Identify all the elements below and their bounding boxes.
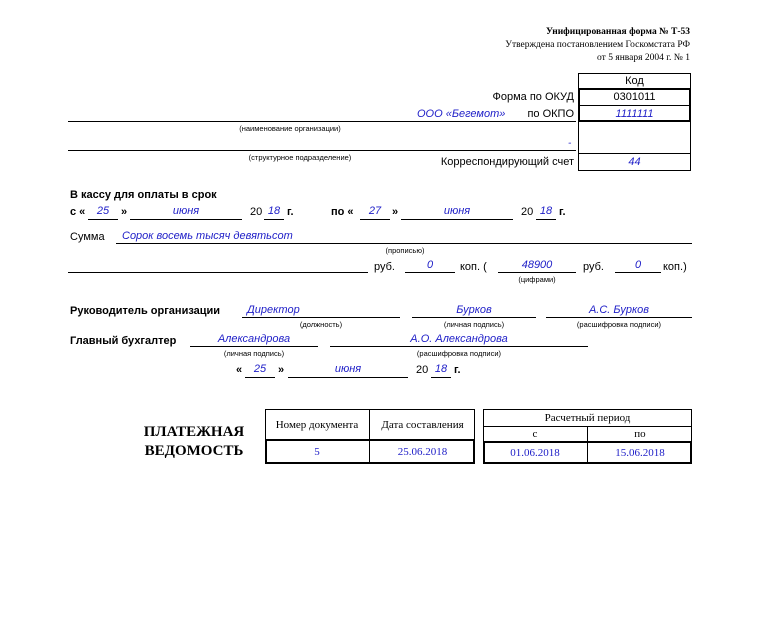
period-from-header: с — [532, 428, 538, 440]
to-prefix: по « — [331, 206, 354, 218]
approved-date: от 5 января 2004 г. № 1 — [597, 53, 690, 63]
sum-digits: 48900 — [521, 259, 553, 271]
from-month: июня — [172, 205, 200, 217]
head-position: Директор — [247, 304, 300, 316]
head-name-caption: (расшифровка подписи) — [576, 320, 662, 329]
sum-words: Сорок восемь тысяч девятьсот — [122, 230, 293, 242]
accountant-signature-caption: (личная подпись) — [223, 349, 285, 358]
rub-label-2: руб. — [583, 261, 604, 273]
kop-digits: 0 — [634, 259, 642, 271]
to-year: 18 — [539, 205, 553, 217]
period-from-value: 01.06.2018 — [510, 447, 560, 459]
from-quote-close: » — [121, 206, 128, 218]
to-month: июня — [443, 205, 471, 217]
okpo-code: 1111111 — [615, 108, 654, 120]
from-day: 25 — [96, 205, 110, 217]
okud-label: Форма по ОКУД — [492, 91, 574, 103]
from-prefix: с « — [70, 206, 86, 218]
accountant-name: А.О. Александрова — [410, 333, 508, 345]
to-quote-close: » — [392, 206, 399, 218]
doc-date-header: Дата составления — [381, 418, 464, 431]
sign-year-suffix: г. — [454, 364, 461, 376]
kop-label: коп. ( — [460, 261, 487, 273]
corr-account-label: Корреспондирующий счет — [440, 156, 574, 168]
head-position-caption: (должность) — [299, 320, 343, 329]
period-to-header: по — [634, 428, 646, 440]
payment-title: В кассу для оплаты в срок — [70, 189, 217, 201]
accountant-name-caption: (расшифровка подписи) — [416, 349, 502, 358]
org-name: ООО «Бегемот» — [417, 108, 506, 120]
to-year-suffix: г. — [559, 206, 566, 218]
head-label: Руководитель организации — [70, 305, 221, 317]
okud-code: 0301011 — [613, 91, 656, 103]
from-year-prefix: 20 — [250, 206, 263, 218]
head-name: А.С. Бурков — [588, 304, 650, 316]
doc-title-line2: ВЕДОМОСТЬ — [144, 443, 244, 459]
dept-caption: (структурное подразделение) — [248, 153, 352, 162]
sign-month: июня — [334, 363, 362, 375]
sum-digits-caption: (цифрами) — [518, 275, 556, 284]
org-name-caption: (наименование организации) — [239, 124, 341, 133]
empty-code-dash: - — [568, 138, 572, 149]
sign-date-open: « — [236, 364, 243, 376]
okpo-label: по ОКПО — [527, 108, 574, 120]
doc-number-header: Номер документа — [275, 418, 359, 431]
to-year-prefix: 20 — [521, 206, 534, 218]
sum-words-caption: (прописью) — [385, 246, 425, 255]
from-year-suffix: г. — [287, 206, 294, 218]
sum-label: Сумма — [70, 231, 105, 243]
approved-text: Утверждена постановлением Госкомстата РФ — [505, 40, 690, 50]
to-day: 27 — [368, 205, 382, 217]
sign-date-close: » — [278, 364, 285, 376]
form-name: Унифицированная форма № Т-53 — [546, 27, 690, 37]
sign-day: 25 — [253, 363, 267, 375]
sign-year: 18 — [434, 363, 448, 375]
period-header: Расчетный период — [544, 412, 631, 424]
corr-account-code: 44 — [628, 156, 641, 168]
rub-label: руб. — [374, 261, 395, 273]
doc-date-value: 25.06.2018 — [397, 446, 448, 458]
rub-words: 0 — [426, 259, 434, 271]
sign-year-prefix: 20 — [416, 364, 429, 376]
doc-title-line1: ПЛАТЕЖНАЯ — [143, 424, 245, 440]
from-year: 18 — [267, 205, 281, 217]
head-signature-caption: (личная подпись) — [443, 320, 505, 329]
period-to-value: 15.06.2018 — [615, 447, 665, 459]
doc-number-value: 5 — [314, 446, 320, 458]
accountant-signature: Александрова — [217, 333, 291, 345]
kod-header: Код — [625, 75, 644, 87]
kop-close: коп.) — [663, 261, 687, 273]
accountant-label: Главный бухгалтер — [70, 335, 177, 347]
head-signature: Бурков — [456, 304, 492, 316]
